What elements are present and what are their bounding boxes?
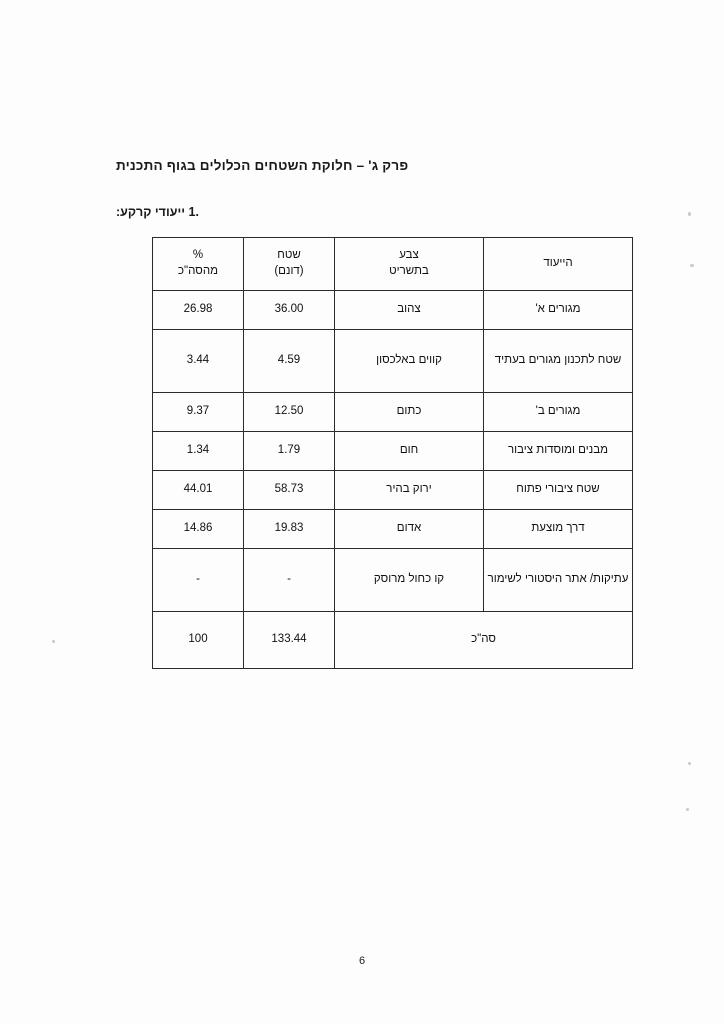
- column-header-percent: [153, 238, 244, 291]
- scan-artifact: [686, 808, 689, 811]
- cell-percent: 1.34: [153, 432, 244, 471]
- scan-artifact: [688, 762, 691, 765]
- cell-area: 58.73: [244, 471, 335, 510]
- cell-use: מגורים א': [484, 291, 633, 330]
- cell-use: שטח ציבורי פתוח: [484, 471, 633, 510]
- cell-percent: -: [153, 549, 244, 612]
- cell-use: מבנים ומוסדות ציבור: [484, 432, 633, 471]
- cell-color: כתום: [335, 393, 484, 432]
- table-row: [153, 291, 633, 330]
- scan-artifact: [52, 640, 55, 643]
- cell-color: צהוב: [335, 291, 484, 330]
- table-row: [153, 510, 633, 549]
- chapter-heading: [116, 158, 608, 173]
- table-row: [153, 549, 633, 612]
- cell-total-area: 133.44: [244, 612, 335, 669]
- scan-artifact: [688, 212, 691, 216]
- cell-color: קווים באלכסון: [335, 330, 484, 393]
- section-heading-text: .1 ייעודי קרקע:: [116, 205, 199, 219]
- chapter-heading-text: פרק ג' – חלוקת השטחים הכלולים בגוף התכנית: [116, 158, 409, 173]
- land-use-table: [152, 237, 633, 669]
- table-header: [153, 238, 633, 291]
- cell-percent: 3.44: [153, 330, 244, 393]
- table-row: [153, 471, 633, 510]
- cell-area: 36.00: [244, 291, 335, 330]
- table-total-row: [153, 612, 633, 669]
- column-header-area-line2: (דונם): [274, 265, 304, 277]
- cell-total-label: סה"כ: [335, 612, 633, 669]
- scan-artifact: [690, 264, 694, 267]
- section-heading: [116, 205, 608, 219]
- table-header-row: [153, 238, 633, 291]
- column-header-use-label: הייעוד: [543, 257, 573, 270]
- table-row: [153, 432, 633, 471]
- cell-area: 4.59: [244, 330, 335, 393]
- column-header-area-line1: שטח: [277, 249, 301, 262]
- cell-use: עתיקות/ אתר היסטורי לשימור: [484, 549, 633, 612]
- cell-area: 12.50: [244, 393, 335, 432]
- cell-color: אדום: [335, 510, 484, 549]
- page-number: 6: [358, 955, 366, 967]
- column-header-color-line2: בתשריט: [389, 265, 429, 277]
- column-header-percent-line2: מהסה"כ: [177, 265, 219, 277]
- table-row: [153, 330, 633, 393]
- cell-percent: 44.01: [153, 471, 244, 510]
- column-header-percent-line1: %: [192, 249, 204, 262]
- cell-use: מגורים ב': [484, 393, 633, 432]
- cell-use: דרך מוצעת: [484, 510, 633, 549]
- column-header-color: [335, 238, 484, 291]
- table-body: [153, 291, 633, 669]
- table-row: [153, 393, 633, 432]
- cell-percent: 14.86: [153, 510, 244, 549]
- cell-percent: 9.37: [153, 393, 244, 432]
- cell-use: שטח לתכנון מגורים בעתיד: [484, 330, 633, 393]
- cell-area: -: [244, 549, 335, 612]
- cell-color: חום: [335, 432, 484, 471]
- column-header-use: [484, 238, 633, 291]
- cell-percent: 26.98: [153, 291, 244, 330]
- cell-area: 19.83: [244, 510, 335, 549]
- cell-color: ירוק בהיר: [335, 471, 484, 510]
- cell-color: קו כחול מרוסק: [335, 549, 484, 612]
- column-header-color-line1: צבע: [399, 249, 419, 262]
- column-header-area: [244, 238, 335, 291]
- cell-total-percent: 100: [153, 612, 244, 669]
- cell-area: 1.79: [244, 432, 335, 471]
